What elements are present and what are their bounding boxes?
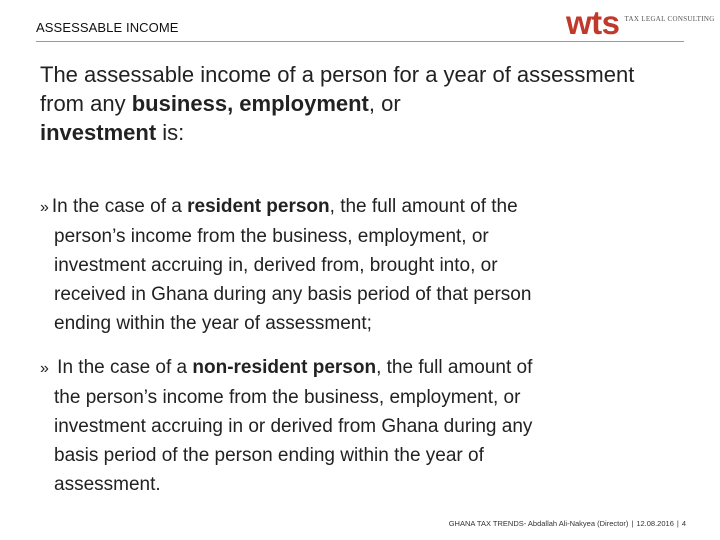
- bullet-bold: non-resident person: [192, 357, 377, 378]
- slide-footer: [449, 519, 686, 528]
- bullet-line: ending within the year of assessment;: [54, 313, 372, 334]
- footer-separator: |: [631, 519, 634, 528]
- bullet-line: person’s income from the business, employment, or: [54, 226, 489, 247]
- intro-text-2: , or: [368, 91, 401, 116]
- bullet-lead: In the case of a: [51, 196, 188, 217]
- bullet-line: basis period of the person ending within the year of: [54, 445, 484, 466]
- header-divider: [36, 41, 684, 42]
- bullet-bold: resident person: [187, 196, 330, 217]
- footer-date: 12.08.2016: [636, 519, 674, 528]
- slide-header-title: ASSESSABLE INCOME: [36, 20, 179, 35]
- bullet-resident: [40, 192, 676, 338]
- bullet-line: investment accruing in, derived from, brought into, or: [54, 255, 498, 276]
- bullet-line: [40, 353, 676, 383]
- footer-page-number: 4: [681, 519, 686, 528]
- intro-bold-2: investment: [40, 120, 157, 145]
- intro-paragraph: [40, 60, 680, 147]
- footer-separator: |: [676, 519, 679, 528]
- bullet-non-resident: [40, 353, 676, 499]
- bullet-lead: In the case of a: [51, 357, 193, 378]
- intro-text-3: is:: [156, 120, 185, 145]
- logo-subtitle: TAX LEGAL CONSULTING: [624, 15, 715, 23]
- intro-text-1: The assessable income of a person for a year of assessment from any: [40, 62, 635, 116]
- bullet-line: investment accruing in or derived from Ghana during any: [54, 416, 533, 437]
- bullet-line: the person’s income from the business, employment, or: [54, 387, 521, 408]
- footer-text: GHANA TAX TRENDS- Abdallah Ali-Nakyea (Director): [448, 519, 629, 528]
- bullet-line: assessment.: [54, 474, 161, 495]
- wts-logo: [566, 4, 715, 41]
- bullet-line1-rest: , the full amount of: [376, 357, 533, 378]
- bullet-marker-icon: »: [40, 360, 49, 377]
- bullet-line: received in Ghana during any basis period of that person: [54, 284, 532, 305]
- logo-mark: wts: [566, 4, 620, 41]
- bullet-marker-icon: »: [40, 199, 49, 216]
- intro-bold-1: business, employment: [131, 91, 369, 116]
- bullet-line: [40, 192, 676, 222]
- bullet-line1-rest: , the full amount of the: [329, 196, 518, 217]
